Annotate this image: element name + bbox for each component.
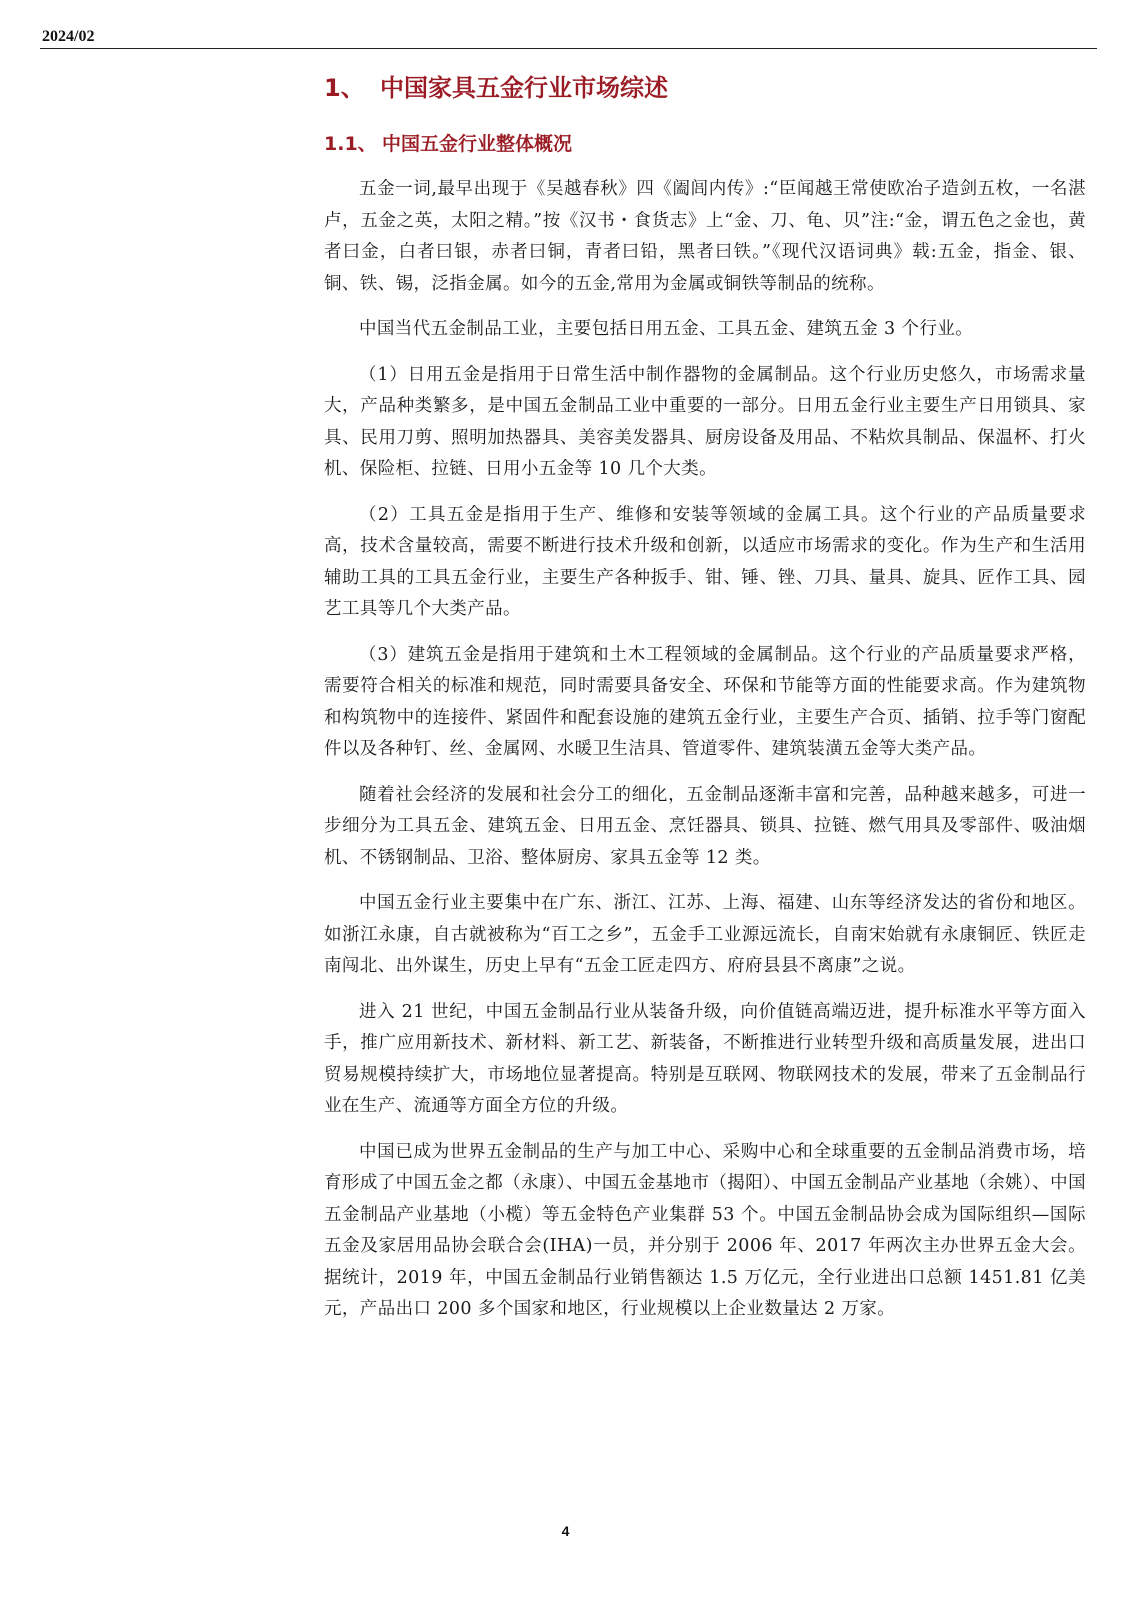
paragraph-wujin-origin: 五金一词,最早出现于《吴越春秋》四《阖闾内传》:“臣闻越王常使欧冶子造剑五枚，一名湛卢，五金之英，太阳之精。”按《汉书・食货志》上“金、刀、龟、贝”注:“金，谓五色之金也，黄者曰金，白者曰银，赤者曰铜，青者曰铅，黑者曰铁。”《现代汉语词典》载:五金，指金、银、铜、铁、锡，泛指金属。如今的五金,常用为金属或铜铁等制品的统称。 xyxy=(324,179,1086,294)
paragraph-categories: 随着社会经济的发展和社会分工的细化，五金制品逐渐丰富和完善，品种越来越多，可进一步细分为工具五金、建筑五金、日用五金、烹饪器具、锁具、拉链、燃气用具及零部件、吸油烟机、不锈钢制品、卫浴、整体厨房、家具五金等 12 类。 xyxy=(324,784,1086,868)
paragraph-building-hardware: （3）建筑五金是指用于建筑和土木工程领域的金属制品。这个行业的产品质量要求严格，需要符合相关的标准和规范，同时需要具备安全、环保和节能等方面的性能要求高。作为建筑物和构筑物中的连接件、紧固件和配套设施的建筑五金行业，主要生产合页、插销、拉手等门窗配件以及各种钉、丝、金属网、水暖卫生洁具、管道零件、建筑装潢五金等大类产品。 xyxy=(324,644,1086,759)
section-number: 1、 xyxy=(324,74,365,102)
subsection-title: 中国五金行业整体概况 xyxy=(382,133,573,155)
header-date: 2024/02 xyxy=(42,28,95,45)
header-divider xyxy=(40,48,1097,49)
paragraph-daily-hardware: （1）日用五金是指用于日常生活中制作器物的金属制品。这个行业历史悠久，市场需求量大，产品种类繁多，是中国五金制品工业中重要的一部分。日用五金行业主要生产日用锁具、家具、民用刀剪、照明加热器具、美容美发器具、厨房设备及用品、不粘炊具制品、保温杯、打火机、保险柜、拉链、日用小五金等 10 几个大类。 xyxy=(324,364,1086,479)
paragraph-tool-hardware: （2）工具五金是指用于生产、维修和安装等领域的金属工具。这个行业的产品质量要求高，技术含量较高，需要不断进行技术升级和创新，以适应市场需求的变化。作为生产和生活用辅助工具的工具五金行业，主要生产各种扳手、钳、锤、锉、刀具、量具、旋具、匠作工具、园艺工具等几个大类产品。 xyxy=(324,504,1086,619)
paragraph-regions: 中国五金行业主要集中在广东、浙江、江苏、上海、福建、山东等经济发达的省份和地区。如浙江永康，自古就被称为“百工之乡”，五金手工业源远流长，自南宋始就有永康铜匠、铁匠走南闯北、出外谋生，历史上早有“五金工匠走四方、府府县县不离康”之说。 xyxy=(324,893,1086,976)
page-content xyxy=(324,58,1086,1340)
paragraph-21st-century: 进入 21 世纪，中国五金制品行业从装备升级，向价值链高端迈进，提升标准水平等方面入手，推广应用新技术、新材料、新工艺、新装备，不断推进行业转型升级和高质量发展，进出口贸易规模持续扩大，市场地位显著提高。特别是互联网、物联网技术的发展，带来了五金制品行业在生产、流通等方面全方位的升级。 xyxy=(324,1001,1086,1116)
page-number: 4 xyxy=(561,1523,570,1539)
subsection-number: 1.1、 xyxy=(324,133,377,155)
section-heading xyxy=(324,66,1086,110)
paragraph-global-center: 中国已成为世界五金制品的生产与加工中心、采购中心和全球重要的五金制品消费市场，培育形成了中国五金之都（永康）、中国五金基地市（揭阳）、中国五金制品产业基地（余姚）、中国五金制品产业基地（小榄）等五金特色产业集群 53 个。中国五金制品协会成为国际组织—国际五金及家居用品协会联合会(IHA)一员，并分别于 2006 年、2017 年两次主办世界五金大会。据统计，2019 年，中国五金制品行业销售额达 1.5 万亿元，全行业进出口总额 1451.81 亿美元，产品出口 200 多个国家和地区，行业规模以上企业数量达 2 万家。 xyxy=(324,1141,1086,1319)
section-title: 中国家具五金行业市场综述 xyxy=(380,74,668,102)
paragraph-industry-scope: 中国当代五金制品工业，主要包括日用五金、工具五金、建筑五金 3 个行业。 xyxy=(359,319,974,339)
subsection-heading xyxy=(324,126,1086,162)
